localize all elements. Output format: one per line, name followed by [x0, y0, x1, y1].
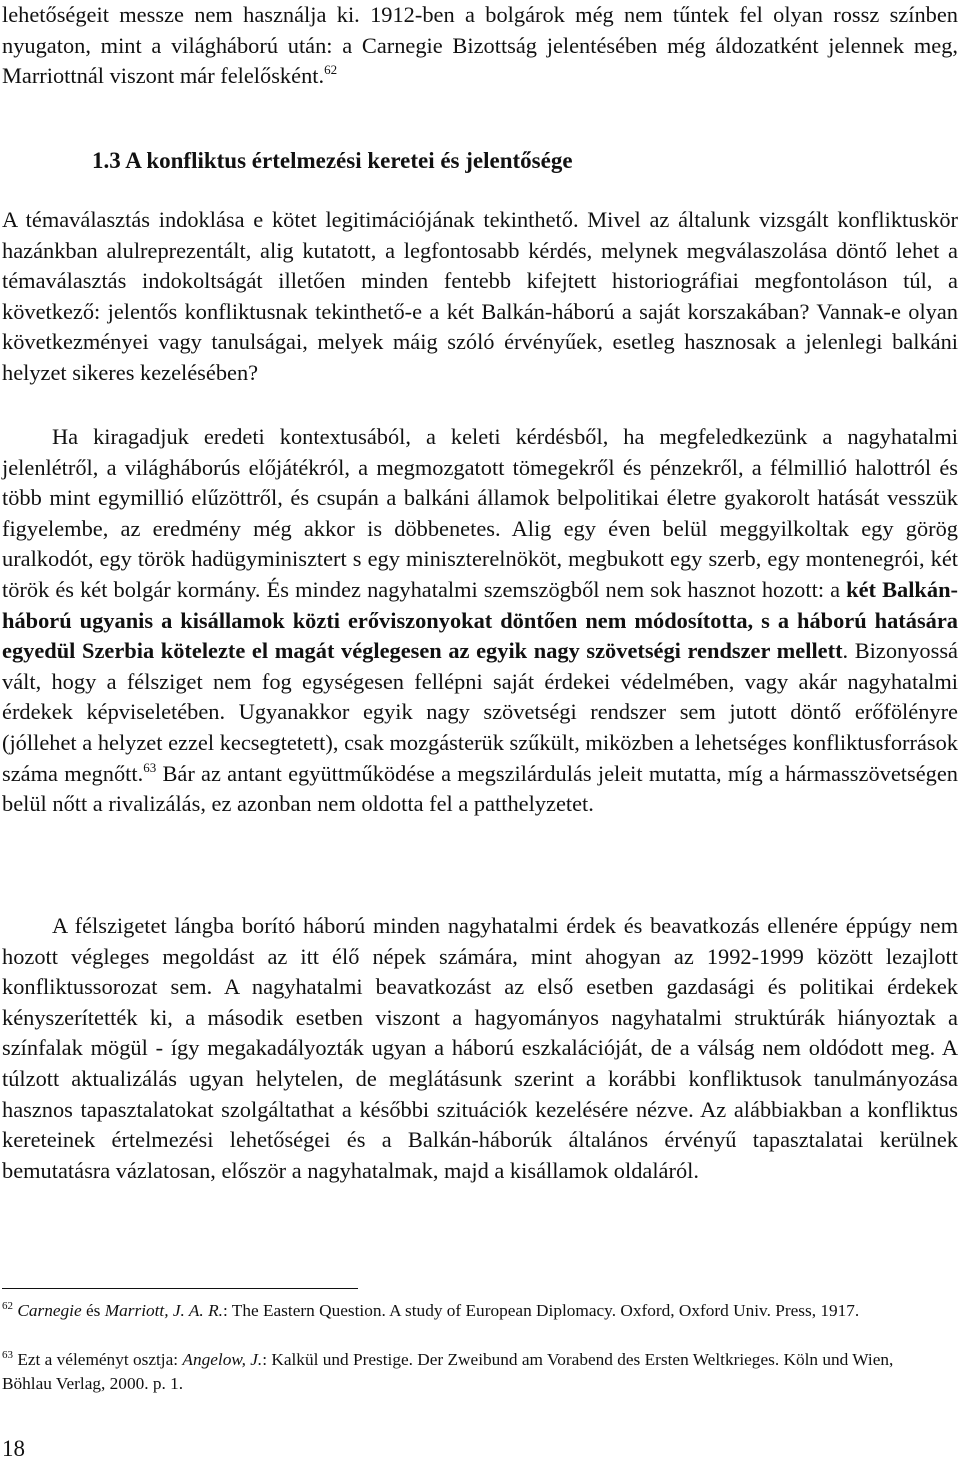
footnote-62-text: : The Eastern Question. A study of European Diplomacy. Oxford, Oxford Univ. Press, 1917.: [222, 1301, 860, 1320]
page-number: 18: [2, 1436, 25, 1461]
paragraph-2-text-b: . Bizonyossá vált, hogy a félsziget nem fog egységesen fellépni saját érdekei védelmében, vagy akár nagyhatalmi érdekek képviseletében. Ugyanakkor egyik nagy szövetségi rendszer sem jutott döntő erőfölényre (jóllehet a helyzet ezzel kecsegtetett), csak mozgásterük szűkült, miközben a lehetséges konfliktusforrások száma megnőtt.: [2, 638, 958, 786]
paragraph-1: [2, 205, 958, 389]
top-paragraph: [2, 0, 958, 92]
paragraph-2: [2, 422, 958, 820]
paragraph-1-text: A témaválasztás indoklása e kötet legitimációjának tekinthető. Mivel az általunk vizsgált konfliktuskör hazánkban alulreprezentált, alig kutatott, a legfontosabb kérdés, melynek megválaszolása döntő lehet a témaválasztás indokoltságát illetően minden fentebb kifejtett historiográfiai megfontoláson túl, a következő: jelentős konfliktusnak tekinthető-e a két Balkán-háború a saját korszakában? Vannak-e olyan következményei vagy tanulságai, melyek máig szóló érvényűek, esetleg hasznosak a jelenlegi balkáni helyzet sikeres kezelésében?: [2, 207, 958, 385]
footnote-62-connector: és: [81, 1301, 105, 1320]
footnote-63-text: : Kalkül und Prestige. Der Zweibund am Vorabend des Ersten Weltkrieges. Köln und Wien, Böhlau Verlag, 2000. p. 1.: [2, 1350, 894, 1393]
paragraph-3: [2, 911, 958, 1186]
footnote-62-author-2: Marriott, J. A. R.: [104, 1301, 223, 1320]
footnote-62-author: Carnegie: [17, 1301, 82, 1320]
footnote-62: [2, 1299, 942, 1323]
footnote-ref-63[interactable]: 63: [143, 759, 157, 775]
paragraph-2-bold-text: két Balkán-háború ugyanis a kisállamok közti erőviszonyokat döntően nem módosította, s a háború hatására egyedül Szerbia kötelezte el magát véglegesen az egyik nagy szövetségi rendszer mellett: [2, 576, 958, 664]
top-paragraph-text: lehetőségeit messze nem használja ki. 1912-ben a bolgárok még nem tűntek fel olyan rossz színben nyugaton, mint a világháború után: a Carnegie Bizottság jelentésében még áldozatként jelennek meg, Marriottnál viszont már felelősként.: [2, 2, 958, 89]
paragraph-2-text-a: Ha kiragadjuk eredeti kontextusából, a keleti kérdésből, ha megfeledkezünk a nagyhatalmi jelenlétről, a világháborús előjátékról, a megmozgatott tömegekről és pénzekről, a félmillió halottról és több mint egymillió elűzöttről, és csupán a balkáni államok belpolitikai életre gyakorolt hatását vesszük figyelembe, az eredmény még akkor is döbbenetes. Alig egy éven belül meggyilkoltak egy görög uralkodót, egy török hadügyminisztert s egy miniszterelnököt, megbukott egy szerb, egy montenegrói, két török és két bolgár kormány. És mindez nagyhatalmi szemszögből nem sok hasznot hozott: a: [2, 424, 958, 602]
footnote-63: [2, 1348, 942, 1396]
paragraph-3-text: A félszigetet lángba borító háború minden nagyhatalmi érdek és beavatkozás ellenére éppúgy nem hozott végleges megoldást az itt élő népek számára, mint ahogyan az 1992-1999 között lezajlott konfliktussorozat sem. A nagyhatalmi beavatkozást az első esetben gazdasági és politikai érdekek kényszerítették ki, a második esetben viszont a hagyományos nagyhatalmi struktúrák hiányoztak a színfalak mögül - így megakadályozták ugyan a háború eszkalációját, de a válság nem oldódott meg. A túlzott aktualizálás ugyan helytelen, de meglátásunk szerint a korábbi konfliktusok tanulmányozása hasznos tapasztalatokat szolgáltathat a későbbi szituációk kezelésére nézve. Az alábbiakban a konfliktus kereteinek értelmezési lehetőségei és a Balkán-háborúk általános érvényű tapasztalatai kerülnek bemutatásra vázlatosan, először a nagyhatalmak, majd a kisállamok oldaláról.: [2, 913, 958, 1183]
paragraph-2-text-c: Bár az antant együttműködése a megszilárdulás jeleit mutatta, míg a hármasszövetségen belül nőtt a rivalizálás, ez azonban nem oldotta fel a patthelyzetet.: [2, 760, 958, 817]
footnote-63-prefix: Ezt a véleményt osztja:: [17, 1350, 183, 1369]
footnote-separator: [2, 1288, 358, 1289]
footnote-63-author: Angelow, J.: [182, 1350, 263, 1369]
section-heading: 1.3 A konfliktus értelmezési keretei és jelentősége: [92, 148, 573, 173]
footnote-63-number: 63: [2, 1349, 13, 1361]
footnote-62-number: 62: [2, 1300, 13, 1312]
footnote-ref-62[interactable]: 62: [324, 62, 338, 78]
